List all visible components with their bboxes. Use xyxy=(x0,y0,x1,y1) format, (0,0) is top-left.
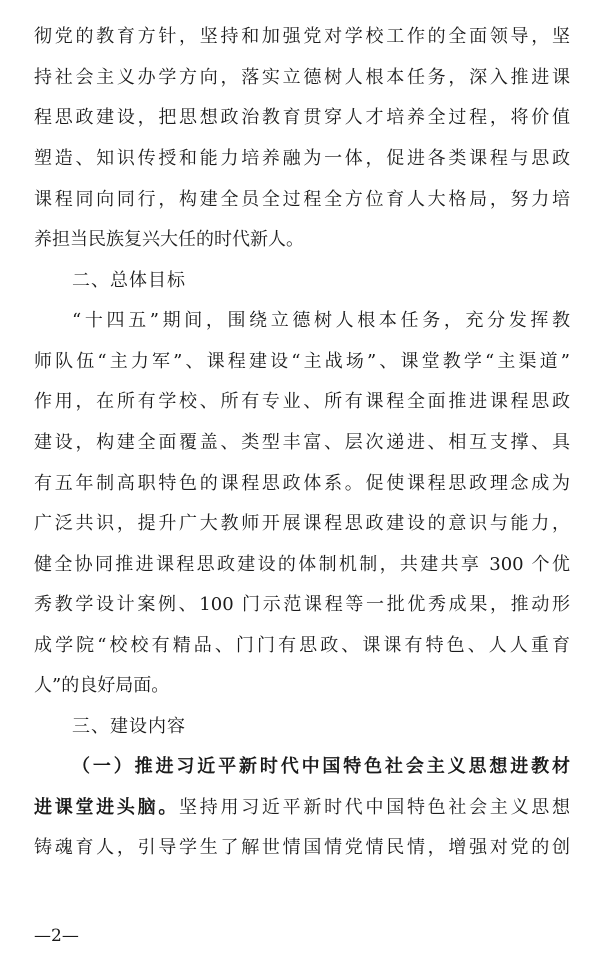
paragraph-line: 课程同向同行，构建全员全过程全方位育人大格局，努力培 xyxy=(34,189,570,210)
paragraph-line: 有五年制高职特色的课程思政体系。促使课程思政理念成为 xyxy=(34,473,570,494)
paragraph-line: 塑造、知识传授和能力培养融为一体，促进各类课程与思政 xyxy=(34,148,570,169)
subsection-title-line: （一）推进习近平新时代中国特色社会主义思想进教材 xyxy=(72,756,570,777)
paragraph-line: 彻党的教育方针，坚持和加强党对学校工作的全面领导，坚 xyxy=(34,26,570,47)
paragraph-line xyxy=(34,791,570,825)
paragraph-line: 程思政建设，把思想政治教育贯穿人才培养全过程，将价值 xyxy=(34,107,570,128)
paragraph-line: “十四五”期间，围绕立德树人根本任务，充分发挥教 xyxy=(72,310,570,331)
paragraph-line: 养担当民族复兴大任的时代新人。 xyxy=(34,229,304,250)
paragraph-line: 成学院“校校有精品、门门有思政、课课有特色、人人重育 xyxy=(34,635,570,656)
paragraph-line: 持社会主义办学方向，落实立德树人根本任务，深入推进课 xyxy=(34,67,570,88)
paragraph-line: 建设，构建全面覆盖、类型丰富、层次递进、相互支撑、具 xyxy=(34,432,570,453)
paragraph-line: 秀教学设计案例、100 门示范课程等一批优秀成果，推动形 xyxy=(34,594,570,615)
section-heading-overall-goals: 二、总体目标 xyxy=(72,270,186,291)
paragraph-line: 人”的良好局面。 xyxy=(34,675,170,696)
page-number: —2— xyxy=(34,926,79,946)
paragraph-line: 师队伍“主力军”、课程建设“主战场”、课堂教学“主渠道” xyxy=(34,351,570,372)
section-heading-construction-content: 三、建设内容 xyxy=(72,716,186,737)
subsection-title-end: 进课堂进头脑。 xyxy=(34,797,180,818)
paragraph-line: 广泛共识，提升广大教师开展课程思政建设的意识与能力， xyxy=(34,513,570,534)
paragraph-line: 健全协同推进课程思政建设的体制机制，共建共享 300 个优 xyxy=(34,554,570,575)
paragraph-line: 铸魂育人，引导学生了解世情国情党情民情，增强对党的创 xyxy=(34,837,570,858)
paragraph-line: 作用，在所有学校、所有专业、所有课程全面推进课程思政 xyxy=(34,391,570,412)
paragraph-line-rest: 坚持用习近平新时代中国特色社会主义思想 xyxy=(179,797,571,818)
